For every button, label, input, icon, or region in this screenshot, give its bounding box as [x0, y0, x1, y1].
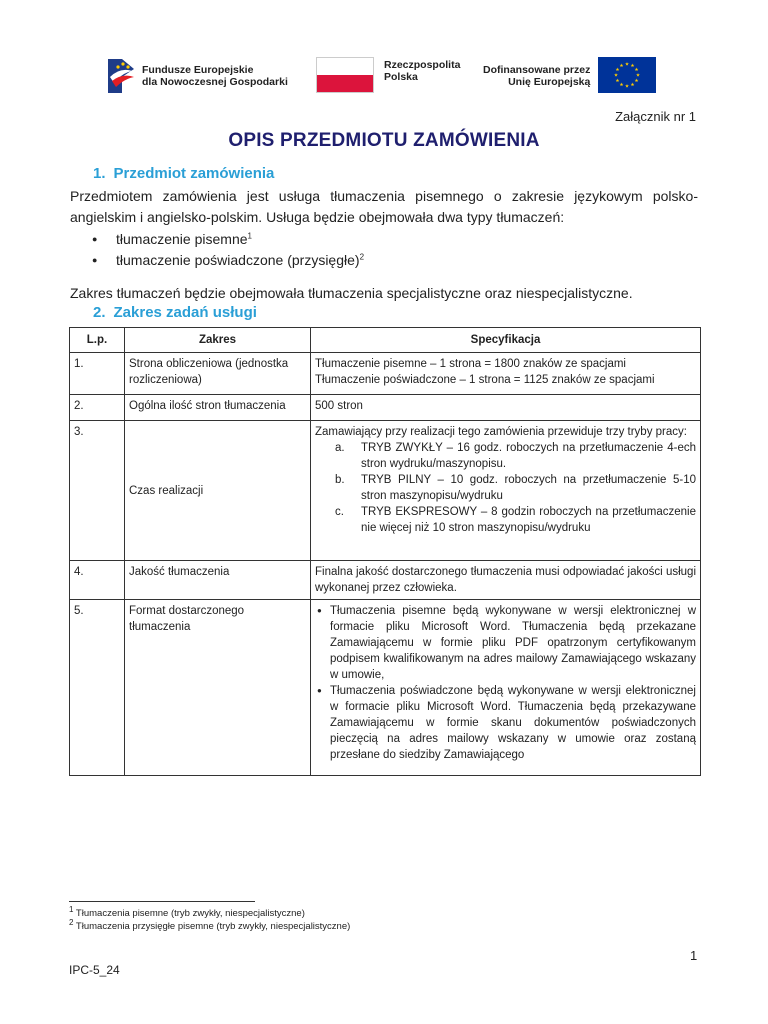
fe-logo-text [142, 64, 288, 88]
section-2-number: 2. [93, 304, 106, 321]
list-item-text: TRYB ZWYKŁY – 16 godz. roboczych na przetłumaczenie 4-ech stron wydruku/maszynopisu. [361, 442, 696, 470]
page-number: 1 [690, 948, 698, 963]
annex-label: Załącznik nr 1 [615, 109, 696, 124]
list-item-text: tłumaczenie pisemne [116, 231, 248, 247]
rp-logo-line1: Rzeczpospolita [384, 59, 461, 71]
spec-line: Tłumaczenie poświadczone – 1 strona = 1125 znaków ze spacjami [315, 374, 655, 386]
list-item-text: tłumaczenie poświadczone (przysięgłe) [116, 252, 360, 268]
page-title: OPIS PRZEDMIOTU ZAMÓWIENIA [228, 130, 540, 151]
ue-logo-line2: Unię Europejską [508, 76, 591, 88]
footnote-text: Tłumaczenia pisemne (tryb zwykły, niespecjalistyczne) [75, 908, 305, 919]
eu-flag-icon [598, 57, 656, 93]
cell-lp: 5. [70, 600, 125, 776]
header-specyfikacja: Specyfikacja [311, 328, 701, 353]
list-item-letter: a. [335, 442, 345, 454]
table-row [70, 353, 701, 395]
list-item-letter: b. [335, 474, 345, 486]
list-item [92, 250, 364, 271]
rp-logo-text [384, 59, 460, 83]
cell-zakres: Czas realizacji [125, 421, 311, 561]
fe-logo-line2: dla Nowoczesnej Gospodarki [142, 76, 288, 88]
cell-lp: 4. [70, 561, 125, 600]
list-item-text: TRYB EKSPRESOWY – 8 godzin roboczych na przetłumaczenie nie więcej niż 10 stron maszynopisu/wydruku [361, 506, 696, 534]
fe-logo-icon [106, 55, 136, 97]
list-item-letter: c. [335, 506, 344, 518]
work-modes-list [315, 440, 696, 536]
footnote-ref: 2 [359, 252, 365, 262]
fe-logo-line1: Fundusze Europejskie [142, 64, 254, 76]
footnote-separator [69, 901, 255, 902]
header-logos [106, 55, 662, 100]
cell-lp: 3. [70, 421, 125, 561]
table-header-row [70, 328, 701, 353]
unia-europejska-logo [483, 57, 656, 93]
list-item [315, 440, 696, 472]
footnote-number: 2 [69, 917, 74, 927]
table-row [70, 561, 701, 600]
cell-zakres: Jakość tłumaczenia [125, 561, 311, 600]
cell-zakres: Format dostarczonego tłumaczenia [125, 600, 311, 776]
header-lp: L.p. [70, 328, 125, 353]
footnotes [69, 904, 351, 933]
table-row [70, 395, 701, 421]
rzeczpospolita-polska-logo [316, 57, 460, 93]
cell-zakres: Ogólna ilość stron tłumaczenia [125, 395, 311, 421]
table-row [70, 421, 701, 561]
fundusze-europejskie-logo [106, 55, 288, 97]
list-item [315, 472, 696, 504]
list-item: ● Tłumaczenia poświadczone będą wykonywane w wersji elektronicznej w formacie pliku Microsoft Word. Tłumaczenia będą przekazywane Zamawiającemu w formie skanu dokumentów poświadczonych pieczęcią na adres mailowy wskazany w umowie oraz zostaną przesłane do siedziby Zamawiającego [315, 683, 696, 763]
cell-spec [311, 421, 701, 561]
scope-paragraph: Zakres tłumaczeń będzie obejmowała tłumaczenia specjalistyczne oraz niespecjalistyczne. [70, 285, 633, 301]
section-1-heading [93, 165, 274, 182]
section-1-number: 1. [93, 165, 106, 182]
footnote-text: Tłumaczenia przysięgłe pisemne (tryb zwykły, niespecjalistyczne) [75, 921, 351, 932]
spec-intro: Zamawiający przy realizacji tego zamówienia przewiduje trzy tryby pracy: [315, 426, 687, 438]
scope-table [69, 327, 701, 776]
table-row [70, 600, 701, 776]
footnote-ref: 1 [247, 231, 252, 241]
ue-logo-line1: Dofinansowane przez [483, 64, 591, 76]
cell-spec: 500 stron [311, 395, 701, 421]
footnote [69, 904, 350, 920]
document-id: IPC-5_24 [69, 963, 120, 977]
footnote-number: 1 [69, 904, 74, 914]
footnote [69, 917, 351, 933]
list-item [92, 229, 364, 250]
section-2-heading [93, 304, 257, 321]
cell-zakres: Strona obliczeniowa (jednostka rozliczeniowa) [125, 353, 311, 395]
format-list [315, 603, 696, 763]
spec-line: Tłumaczenie pisemne – 1 strona = 1800 znaków ze spacjami [315, 358, 626, 370]
header-zakres: Zakres [125, 328, 311, 353]
intro-paragraph: Przedmiotem zamówienia jest usługa tłumaczenia pisemnego o zakresie językowym polsko-angielskim i angielsko-polskim. Usługa będzie obejmowała dwa typy tłumaczeń: [70, 188, 698, 225]
list-item: ● Tłumaczenia pisemne będą wykonywane w wersji elektronicznej w formacie pliku Microsoft Word. Tłumaczenia będą przekazane Zamawiającemu w formie pliku PDF opatrzonym certyfikowanym podpisem kwalifikowanym na adres mailowy Zamawiającego wskazany w umowie, [315, 603, 696, 683]
list-item-text: TRYB PILNY – 10 godz. roboczych na przetłumaczenie 5-10 stron maszynopisu/wydruku [361, 474, 696, 502]
cell-spec [311, 353, 701, 395]
cell-spec: Finalna jakość dostarczonego tłumaczenia musi odpowiadać jakości usługi wykonanej przez człowieka. [311, 561, 701, 600]
cell-lp: 1. [70, 353, 125, 395]
cell-spec [311, 600, 701, 776]
rp-logo-line2: Polska [384, 71, 418, 83]
cell-lp: 2. [70, 395, 125, 421]
section-2-title: Zakres zadań usługi [113, 304, 257, 321]
translation-types-list [92, 229, 364, 271]
list-item [315, 504, 696, 536]
section-1-title: Przedmiot zamówienia [113, 165, 275, 182]
ue-logo-text [483, 64, 590, 88]
polish-flag-icon [316, 57, 374, 93]
